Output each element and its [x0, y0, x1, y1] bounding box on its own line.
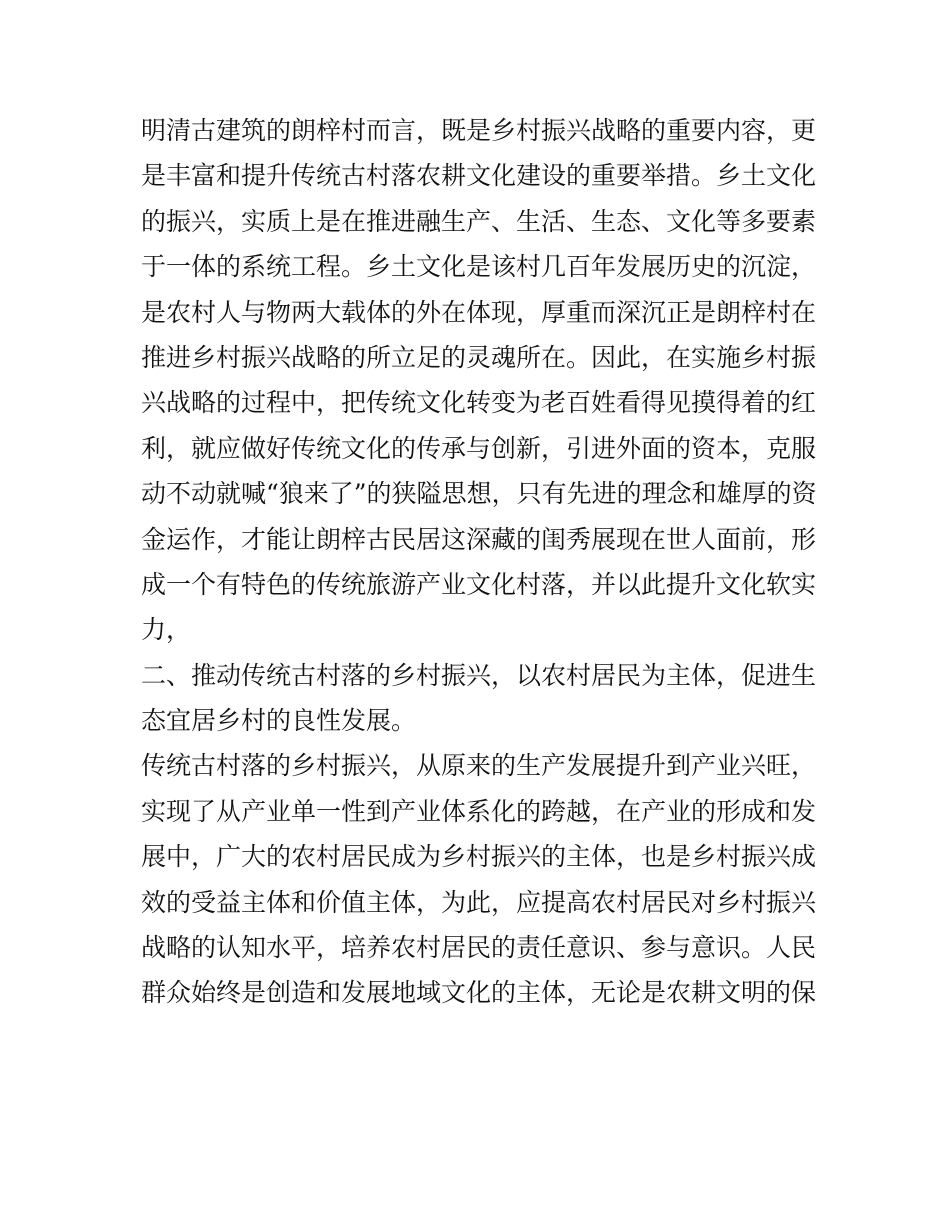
text-line: 效的受益主体和价值主体，为此，应提高农村居民对乡村振兴 — [141, 887, 817, 917]
section-heading: 二、推动传统古村落的乡村振兴，以农村居民为主体，促进生 — [141, 660, 817, 690]
text-line: 群众始终是创造和发展地域文化的主体，无论是农耕文明的保 — [141, 978, 817, 1008]
text-line: 于一体的系统工程。乡土文化是该村几百年发展历史的沉淀， — [141, 252, 817, 282]
section-heading: 态宜居乡村的良性发展。 — [141, 706, 417, 736]
text-line: 利，就应做好传统文化的传承与创新，引进外面的资本，克服 — [141, 433, 817, 463]
body-text — [141, 108, 821, 1016]
text-line: 力， — [141, 615, 192, 645]
text-line: 实现了从产业单一性到产业体系化的跨越，在产业的形成和发 — [141, 796, 817, 826]
text-line: 展中，广大的农村居民成为乡村振兴的主体，也是乡村振兴成 — [141, 842, 817, 872]
text-line: 的振兴，实质上是在推进融生产、生活、生态、文化等多要素 — [141, 206, 817, 236]
text-line: 兴战略的过程中，把传统文化转变为老百姓看得见摸得着的红 — [141, 388, 817, 418]
text-line: 推进乡村振兴战略的所立足的灵魂所在。因此，在实施乡村振 — [141, 342, 817, 372]
text-line: 是丰富和提升传统古村落农耕文化建设的重要举措。乡土文化 — [141, 161, 817, 191]
text-line: 战略的认知水平，培养农村居民的责任意识、参与意识。人民 — [141, 933, 817, 963]
text-line: 金运作，才能让朗梓古民居这深藏的闺秀展现在世人面前，形 — [141, 524, 817, 554]
text-line: 是农村人与物两大载体的外在体现，厚重而深沉正是朗梓村在 — [141, 297, 817, 327]
text-line: 动不动就喊“狼来了”的狭隘思想，只有先进的理念和雄厚的资 — [141, 479, 817, 509]
text-line: 传统古村落的乡村振兴，从原来的生产发展提升到产业兴旺， — [141, 751, 817, 781]
text-line: 明清古建筑的朗梓村而言，既是乡村振兴战略的重要内容，更 — [141, 116, 817, 145]
text-line: 成一个有特色的传统旅游产业文化村落，并以此提升文化软实 — [141, 569, 817, 599]
